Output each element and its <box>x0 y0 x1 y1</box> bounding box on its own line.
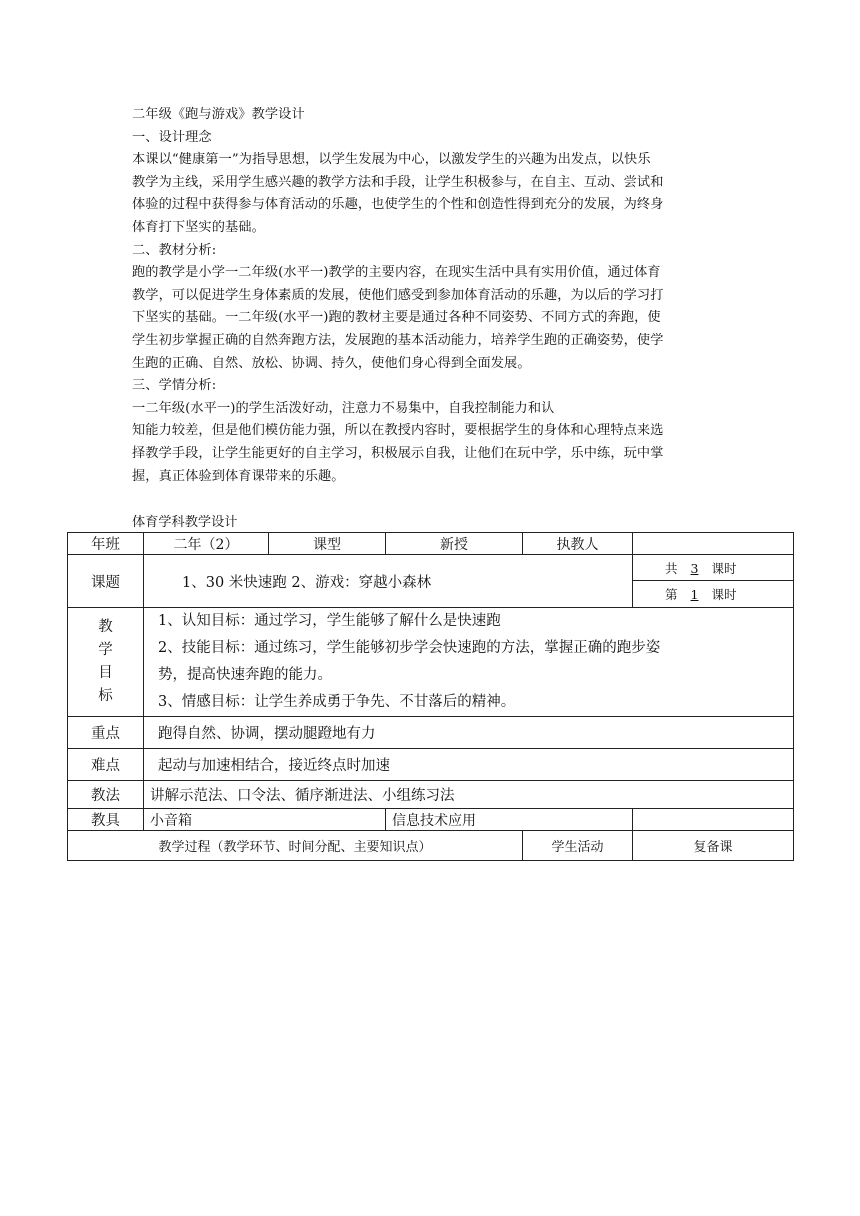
goal-item: 3、情感目标：让学生养成勇于争先、不甘落后的精神。 <box>158 694 516 710</box>
concept-line: 教学为主线，采用学生感兴趣的教学方法和手段，让学生积极参与，在自主、互动、尝试和 <box>132 174 664 190</box>
students-line: 握，真正体验到体育课带来的乐趣。 <box>132 468 345 484</box>
table-row <box>68 809 794 831</box>
student-activity-header: 学生活动 <box>523 831 633 861</box>
difficulty-label: 难点 <box>68 749 144 781</box>
goals-label-char: 目 <box>98 665 113 681</box>
table-row <box>68 831 794 861</box>
table-row <box>68 555 794 581</box>
tech-label: 信息技术应用 <box>386 809 633 831</box>
goals-label-char: 教 <box>98 619 113 635</box>
table-row <box>68 749 794 781</box>
students-line: 知能力较差，但是他们模仿能力强，所以在教授内容时，要根据学生的身体和心理特点来选 <box>132 423 664 439</box>
lesson-type-label: 课型 <box>269 533 386 555</box>
goals-content <box>144 608 794 717</box>
table-row <box>68 717 794 749</box>
section-heading-concept: 一、设计理念 <box>132 129 212 145</box>
class-value: 二年（2） <box>144 533 269 555</box>
current-lesson-suffix: 课时 <box>711 587 737 602</box>
total-lessons-prefix: 共 <box>665 560 678 576</box>
material-line: 下坚实的基础。一二年级(水平一)跑的教材主要是通过各种不同姿势、不同方式的奔跑，使 <box>132 310 661 326</box>
class-label: 年班 <box>68 533 144 555</box>
material-line: 教学，可以促进学生身体素质的发展，使他们感受到参加体育活动的乐趣，为以后的学习打 <box>132 287 664 303</box>
key-point-value: 跑得自然、协调，摆动腿蹬地有力 <box>144 717 794 749</box>
section-heading-students: 三、学情分析: <box>132 378 217 394</box>
goal-item: 1、认知目标：通过学习，学生能够了解什么是快速跑 <box>158 613 501 629</box>
current-lesson <box>633 581 794 608</box>
total-lessons <box>633 555 794 581</box>
concept-line: 体验的过程中获得参与体育活动的乐趣，也使学生的个性和创造性得到充分的发展，为终身 <box>132 197 664 213</box>
goals-label <box>68 608 144 717</box>
topic-label: 课题 <box>68 555 144 608</box>
tech-value <box>633 809 794 831</box>
total-lessons-value: 3 <box>690 560 699 576</box>
table-title: 体育学科教学设计 <box>132 515 238 530</box>
design-prose <box>132 104 732 488</box>
goals-label-char: 标 <box>98 688 113 704</box>
process-header: 教学过程（教学环节、时间分配、主要知识点） <box>68 831 523 861</box>
material-line: 跑的教学是小学一二年级(水平一)教学的主要内容，在现实生活中具有实用价值，通过体育 <box>132 265 661 281</box>
current-lesson-value: 1 <box>690 587 699 602</box>
tools-value: 小音箱 <box>144 809 386 831</box>
doc-title: 二年级《跑与游戏》教学设计 <box>132 107 305 122</box>
goal-item: 势，提高快速奔跑的能力。 <box>158 667 332 683</box>
key-point-label: 重点 <box>68 717 144 749</box>
concept-line: 体育打下坚实的基础。 <box>132 219 265 235</box>
goal-item: 2、技能目标：通过练习，学生能够初步学会快速跑的方法，掌握正确的跑步姿 <box>158 640 661 656</box>
method-value: 讲解示范法、口令法、循序渐进法、小组练习法 <box>144 781 794 809</box>
lesson-type-value: 新授 <box>386 533 523 555</box>
teacher-value <box>633 533 794 555</box>
table-row <box>68 781 794 809</box>
topic-value: 1、30 米快速跑 2、游戏：穿越小森林 <box>144 555 633 608</box>
teacher-label: 执教人 <box>523 533 633 555</box>
students-line: 一二年级(水平一)的学生活泼好动，注意力不易集中，自我控制能力和认 <box>132 400 555 416</box>
total-lessons-suffix: 课时 <box>711 560 737 576</box>
section-heading-material: 二、教材分析: <box>132 242 217 258</box>
material-line: 生跑的正确、自然、放松、协调、持久，使他们身心得到全面发展。 <box>132 355 531 371</box>
concept-line: 本课以“健康第一”为指导思想，以学生发展为中心，以激发学生的兴趣为出发点，以快乐 <box>132 152 651 168</box>
table-row <box>68 608 794 717</box>
review-header: 复备课 <box>633 831 794 861</box>
difficulty-value: 起动与加速相结合，接近终点时加速 <box>144 749 794 781</box>
goals-label-char: 学 <box>98 642 113 658</box>
material-line: 学生初步掌握正确的自然奔跑方法，发展跑的基本活动能力，培养学生跑的正确姿势，使学 <box>132 332 664 348</box>
method-label: 教法 <box>68 781 144 809</box>
students-line: 择教学手段，让学生能更好的自主学习，积极展示自我，让他们在玩中学，乐中练，玩中掌 <box>132 445 664 461</box>
lesson-plan-table <box>67 532 794 861</box>
current-lesson-prefix: 第 <box>665 587 678 602</box>
tools-label: 教具 <box>68 809 144 831</box>
table-row <box>68 533 794 555</box>
